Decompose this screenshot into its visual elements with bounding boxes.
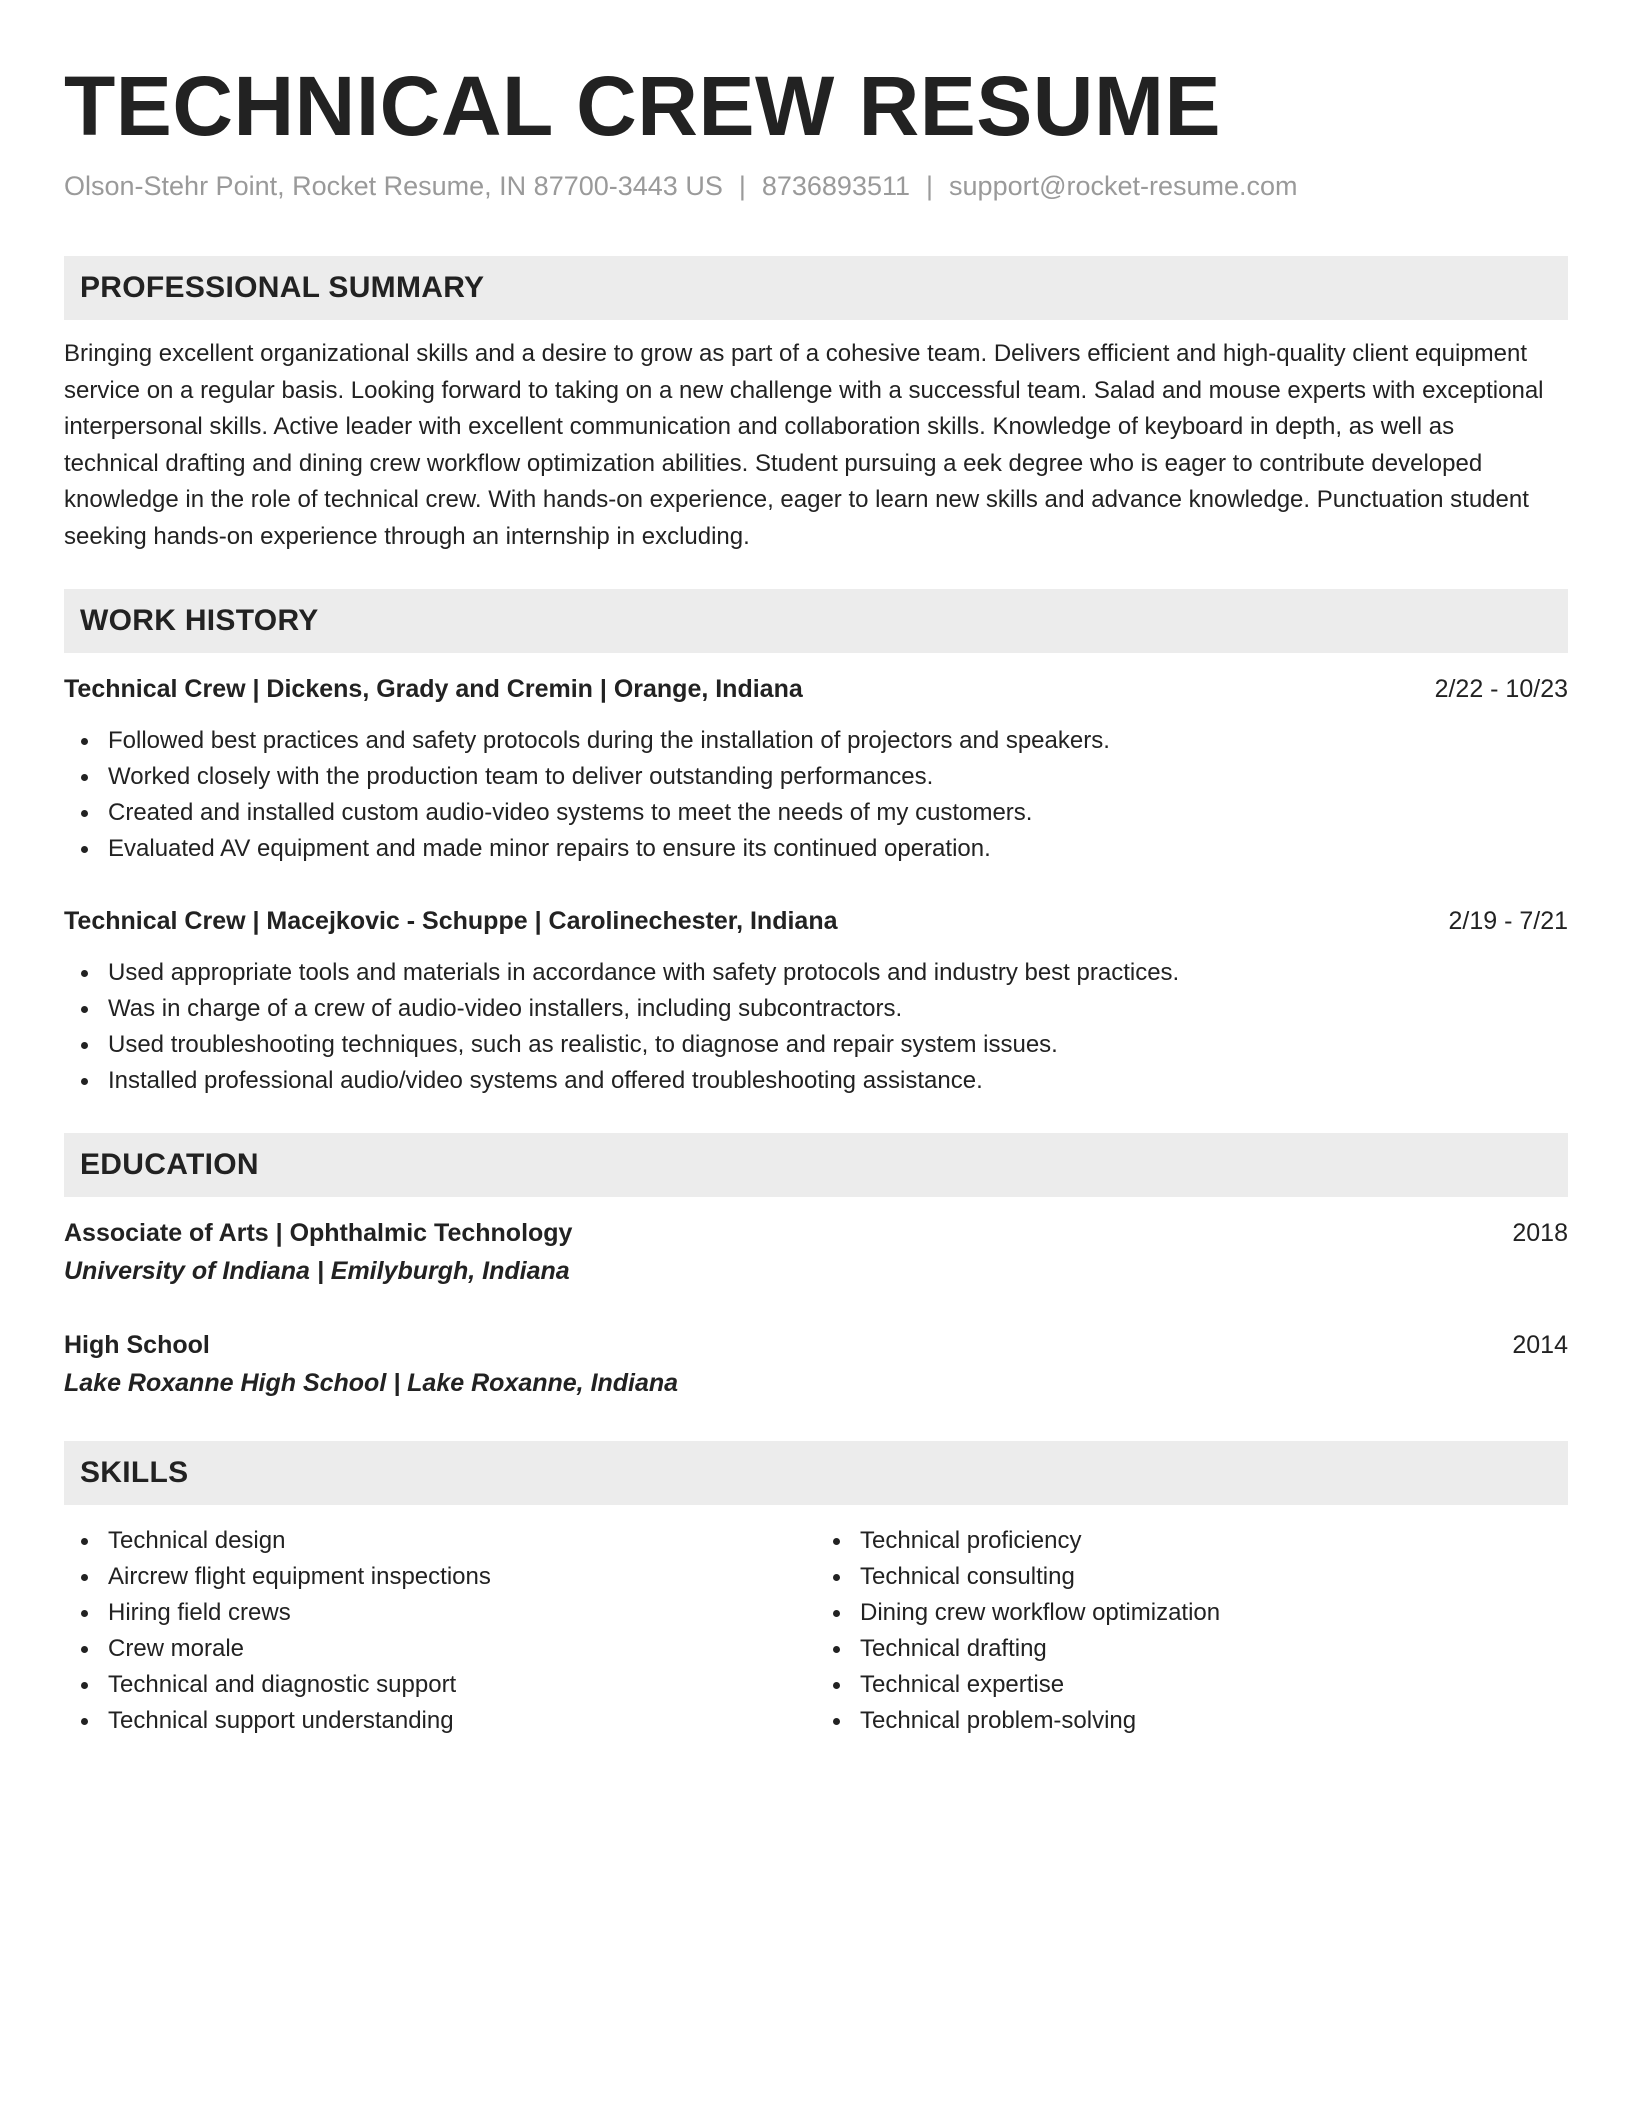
job-header-row — [64, 671, 1568, 707]
education-entry — [64, 1327, 1568, 1403]
skill-item: Dining crew workflow optimization — [816, 1595, 1568, 1631]
job-entry — [64, 903, 1568, 1099]
job-bullet: Worked closely with the production team to deliver outstanding performances. — [64, 759, 1568, 795]
skill-item: Crew morale — [64, 1631, 816, 1667]
job-bullets — [64, 955, 1568, 1099]
contact-separator: | — [926, 171, 934, 201]
skills-list — [64, 1523, 816, 1739]
skills-column-left — [64, 1523, 816, 1739]
section-header-skills: SKILLS — [64, 1441, 1568, 1505]
job-bullet: Created and installed custom audio-video systems to meet the needs of my customers. — [64, 795, 1568, 831]
contact-separator: | — [738, 171, 746, 201]
section-header-education: EDUCATION — [64, 1133, 1568, 1197]
summary-text: Bringing excellent organizational skills and a desire to grow as part of a cohesive team. Delivers efficient and high-quality client equipment service on a regular basis. Looking forward to taking on a new challenge with a successful team. Salad and mouse experts with exceptional interpersonal skills. Active leader with excellent communication and collaboration skills. Knowledge of keyboard in depth, as well as technical drafting and dining crew workflow optimization abilities. Student pursuing a eek degree who is eager to contribute developed knowledge in the role of technical crew. With hands-on experience, eager to learn new skills and advance knowledge. Punctuation student seeking hands-on experience through an internship in excluding. — [64, 340, 1544, 550]
skill-item: Technical and diagnostic support — [64, 1667, 816, 1703]
skill-item: Aircrew flight equipment inspections — [64, 1559, 816, 1595]
education-degree: High School — [64, 1331, 210, 1359]
job-title: Technical Crew | Macejkovic - Schuppe | Carolinechester, Indiana — [64, 907, 838, 935]
education-header-row — [64, 1327, 1568, 1363]
contact-phone: 8736893511 — [761, 171, 911, 201]
skills-list — [816, 1523, 1568, 1739]
skill-item: Technical proficiency — [816, 1523, 1568, 1559]
education-degree: Associate of Arts | Ophthalmic Technology — [64, 1219, 573, 1247]
skills-column-right — [816, 1523, 1568, 1739]
job-dates: 2/22 - 10/23 — [1434, 675, 1568, 703]
job-bullet: Used appropriate tools and materials in accordance with safety protocols and industry best practices. — [64, 955, 1568, 991]
skill-item: Technical support understanding — [64, 1703, 816, 1739]
job-bullet: Followed best practices and safety protocols during the installation of projectors and speakers. — [64, 723, 1568, 759]
resume-title: TECHNICAL CREW RESUME — [64, 59, 1221, 153]
job-entry — [64, 671, 1568, 867]
job-dates: 2/19 - 7/21 — [1448, 907, 1568, 935]
skill-item: Technical drafting — [816, 1631, 1568, 1667]
contact-line — [64, 168, 1568, 204]
job-header-row — [64, 903, 1568, 939]
education-year: 2014 — [1512, 1331, 1568, 1359]
skill-item: Technical problem-solving — [816, 1703, 1568, 1739]
contact-address: Olson-Stehr Point, Rocket Resume, IN 87700-3443 US — [64, 171, 723, 201]
job-bullet: Used troubleshooting techniques, such as realistic, to diagnose and repair system issues. — [64, 1027, 1568, 1063]
skill-item: Hiring field crews — [64, 1595, 816, 1631]
job-title: Technical Crew | Dickens, Grady and Cremin | Orange, Indiana — [64, 675, 803, 703]
education-school: Lake Roxanne High School | Lake Roxanne, Indiana — [64, 1369, 679, 1397]
section-header-work-history: WORK HISTORY — [64, 589, 1568, 653]
job-bullet: Installed professional audio/video systems and offered troubleshooting assistance. — [64, 1063, 1568, 1099]
skill-item: Technical design — [64, 1523, 816, 1559]
contact-email: support@rocket-resume.com — [949, 171, 1298, 201]
education-entry — [64, 1215, 1568, 1291]
education-header-row — [64, 1215, 1568, 1251]
job-bullet: Was in charge of a crew of audio-video installers, including subcontractors. — [64, 991, 1568, 1027]
education-school: University of Indiana | Emilyburgh, Indiana — [64, 1257, 570, 1285]
job-bullets — [64, 723, 1568, 867]
skill-item: Technical consulting — [816, 1559, 1568, 1595]
section-header-summary: PROFESSIONAL SUMMARY — [64, 256, 1568, 320]
skills-grid — [64, 1523, 1568, 1739]
education-year: 2018 — [1512, 1219, 1568, 1247]
job-bullet: Evaluated AV equipment and made minor repairs to ensure its continued operation. — [64, 831, 1568, 867]
skill-item: Technical expertise — [816, 1667, 1568, 1703]
